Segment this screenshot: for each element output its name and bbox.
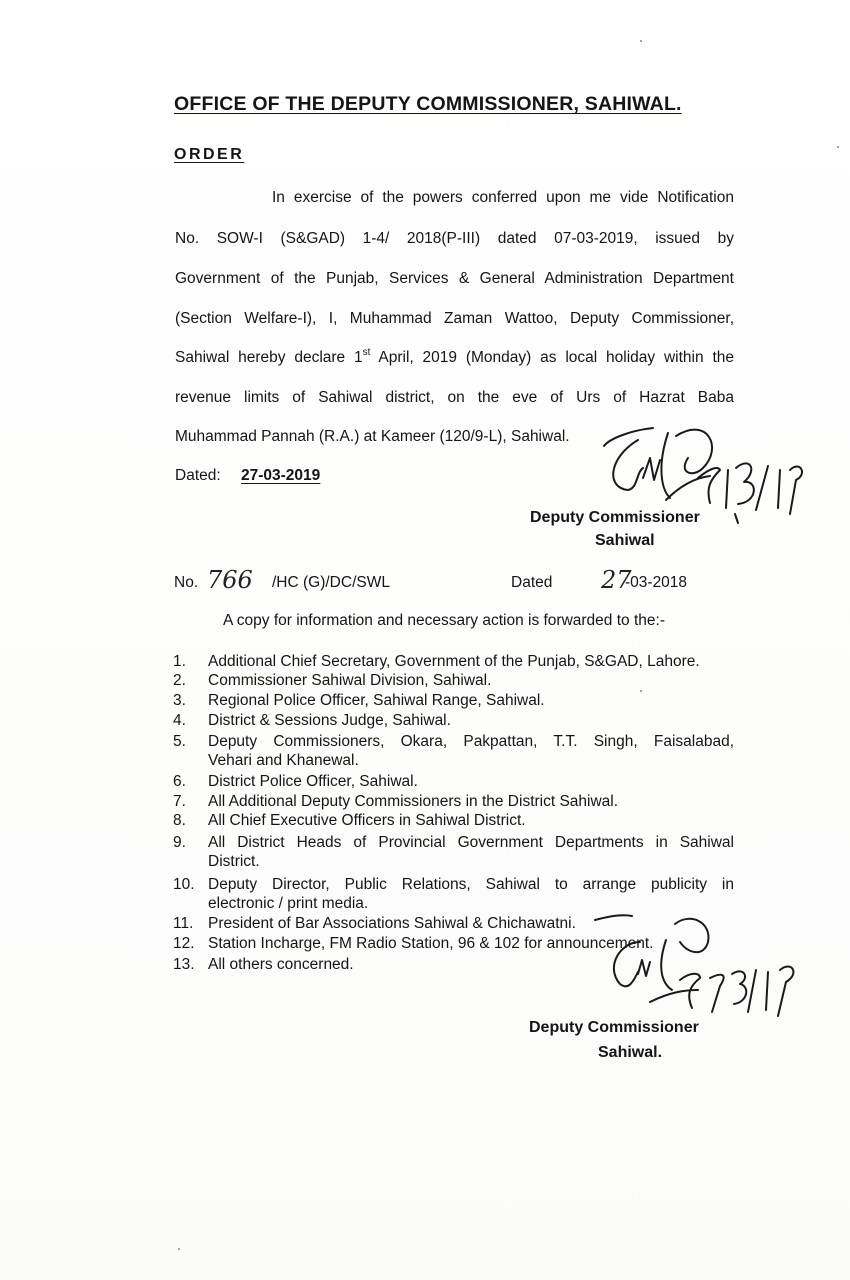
list-text: Deputy Commissioners, Okara, Pakpattan, T.T. Singh, Faisalabad, bbox=[208, 733, 734, 750]
reference-number-label: No. bbox=[174, 574, 199, 591]
list-text: Deputy Director, Public Relations, Sahiwal to arrange publicity in bbox=[208, 876, 734, 893]
reference-code: /HC (G)/DC/SWL bbox=[272, 574, 390, 591]
list-text: President of Bar Associations Sahiwal & Chichawatni. bbox=[208, 915, 576, 932]
order-body-text: Sahiwal hereby declare 1 bbox=[175, 349, 363, 366]
list-number: 13. bbox=[173, 956, 195, 973]
list-text: Vehari and Khanewal. bbox=[208, 752, 359, 769]
list-number: 5. bbox=[173, 733, 186, 750]
list-text: Regional Police Officer, Sahiwal Range, Sahiwal. bbox=[208, 692, 545, 709]
signature-title: Deputy Commissioner bbox=[530, 509, 700, 526]
list-number: 9. bbox=[173, 834, 186, 851]
list-number: 6. bbox=[173, 773, 186, 790]
signature-place: Sahiwal bbox=[595, 532, 655, 549]
list-text: Commissioner Sahiwal Division, Sahiwal. bbox=[208, 672, 492, 689]
list-text: All Chief Executive Officers in Sahiwal District. bbox=[208, 812, 526, 829]
dated-value: 27-03-2019 bbox=[241, 467, 321, 484]
order-body-line: (Section Welfare-I), I, Muhammad Zaman Wattoo, Deputy Commissioner, bbox=[175, 310, 734, 327]
endorsement-date-handwritten: 27 bbox=[601, 566, 632, 594]
reference-number-handwritten: 766 bbox=[207, 566, 253, 594]
list-number: 10. bbox=[173, 876, 195, 893]
list-text: District. bbox=[208, 853, 260, 870]
list-number: 2. bbox=[173, 672, 186, 689]
order-body-line bbox=[175, 349, 734, 367]
list-number: 12. bbox=[173, 935, 195, 952]
handwritten-signature bbox=[580, 912, 805, 1022]
signature-title: Deputy Commissioner bbox=[529, 1019, 699, 1036]
list-text: Station Incharge, FM Radio Station, 96 & 102 for announcement. bbox=[208, 935, 654, 952]
list-text: All District Heads of Provincial Government Departments in Sahiwal bbox=[208, 834, 734, 851]
scan-speck bbox=[178, 1248, 180, 1250]
list-text: All Additional Deputy Commissioners in the District Sahiwal. bbox=[208, 793, 619, 810]
list-text: Additional Chief Secretary, Government of the Punjab, S&GAD, Lahore. bbox=[208, 653, 700, 670]
order-body-line: In exercise of the powers conferred upon me vide Notification bbox=[272, 189, 734, 206]
list-number: 8. bbox=[173, 812, 186, 829]
office-title: OFFICE OF THE DEPUTY COMMISSIONER, SAHIWAL. bbox=[174, 93, 682, 115]
list-text: electronic / print media. bbox=[208, 895, 369, 912]
scan-speck bbox=[837, 146, 839, 148]
copy-forward-intro: A copy for information and necessary action is forwarded to the:- bbox=[223, 612, 665, 629]
order-body-line: No. SOW-I (S&GAD) 1-4/ 2018(P-III) dated 07-03-2019, issued by bbox=[175, 230, 734, 247]
scan-speck bbox=[640, 40, 642, 42]
list-text: All others concerned. bbox=[208, 956, 354, 973]
order-body-text: April, 2019 (Monday) as local holiday within the bbox=[370, 349, 734, 366]
list-text: District Police Officer, Sahiwal. bbox=[208, 773, 418, 790]
signature-place: Sahiwal. bbox=[598, 1044, 663, 1061]
order-body-line: revenue limits of Sahiwal district, on the eve of Urs of Hazrat Baba bbox=[175, 389, 734, 406]
list-text: District & Sessions Judge, Sahiwal. bbox=[208, 712, 451, 729]
list-number: 11. bbox=[173, 915, 194, 932]
list-number: 3. bbox=[173, 692, 186, 709]
dated-label: Dated: bbox=[175, 467, 221, 484]
list-number: 4. bbox=[173, 712, 186, 729]
list-number: 7. bbox=[173, 793, 186, 810]
order-body-line: Government of the Punjab, Services & General Administration Department bbox=[175, 270, 734, 287]
scan-speck bbox=[640, 690, 642, 692]
order-body-line: Muhammad Pannah (R.A.) at Kameer (120/9-L), Sahiwal. bbox=[175, 428, 570, 445]
ordinal-suffix: st bbox=[362, 347, 371, 358]
endorsement-dated-label: Dated bbox=[511, 574, 553, 591]
order-heading: ORDER bbox=[174, 146, 245, 163]
endorsement-date: -03-2018 bbox=[625, 574, 688, 591]
list-number: 1. bbox=[173, 653, 186, 670]
